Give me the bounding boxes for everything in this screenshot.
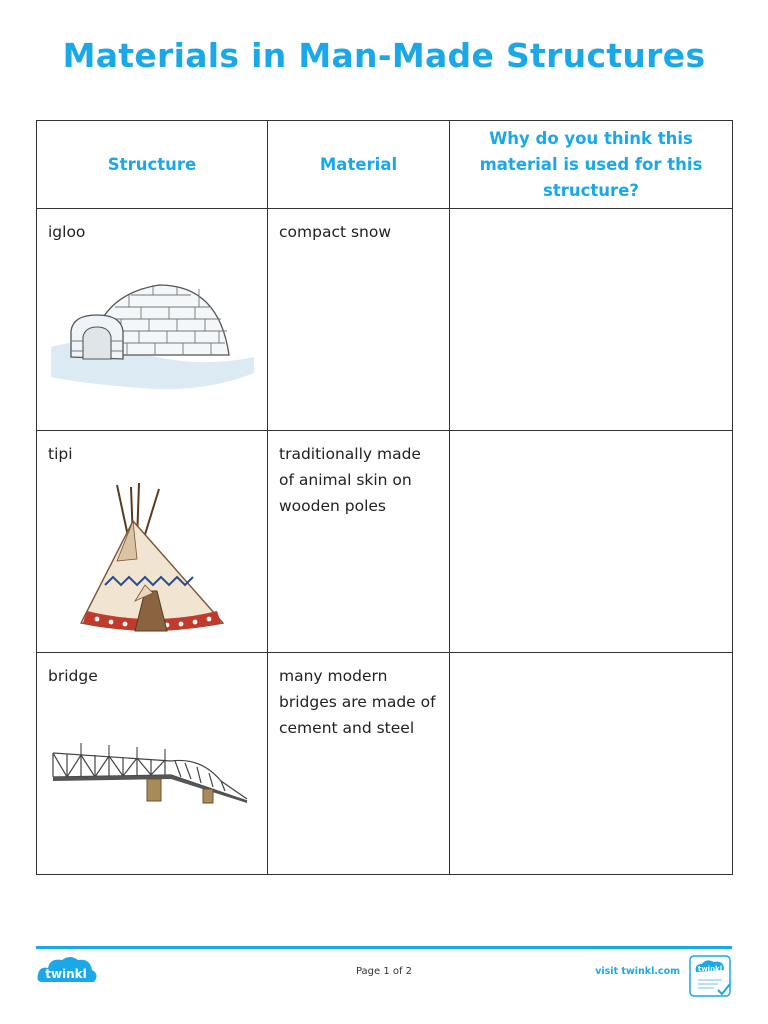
header-structure: Structure [37, 121, 268, 209]
answer-cell[interactable] [450, 209, 733, 431]
footer-divider [36, 946, 732, 949]
header-material: Material [268, 121, 450, 209]
material-cell: many modern bridges are made of cement and steel [268, 653, 450, 875]
structure-label: igloo [48, 223, 86, 241]
header-why: Why do you think this material is used for this structure? [450, 121, 733, 209]
worksheet-table [36, 120, 733, 875]
material-cell: compact snow [268, 209, 450, 431]
bridge-illustration [51, 737, 256, 817]
igloo-illustration [49, 265, 254, 395]
quality-badge-icon [688, 954, 734, 1000]
page-title: Materials in Man-Made Structures [62, 36, 706, 75]
structure-cell [37, 653, 268, 875]
structure-label: tipi [48, 445, 73, 463]
page-number: Page 1 of 2 [355, 966, 413, 977]
badge-text: twinkl [697, 965, 723, 973]
table-row [37, 209, 733, 431]
table-row [37, 653, 733, 875]
header-row [37, 121, 733, 209]
logo-text: twinkl [45, 967, 87, 981]
structure-cell [37, 209, 268, 431]
tipi-illustration [77, 481, 227, 641]
material-cell: traditionally made of animal skin on wooden poles [268, 431, 450, 653]
structure-label: bridge [48, 667, 98, 685]
answer-cell[interactable] [450, 653, 733, 875]
visit-link[interactable]: visit twinkl.com [595, 966, 680, 977]
answer-cell[interactable] [450, 431, 733, 653]
structure-cell [37, 431, 268, 653]
table-row [37, 431, 733, 653]
